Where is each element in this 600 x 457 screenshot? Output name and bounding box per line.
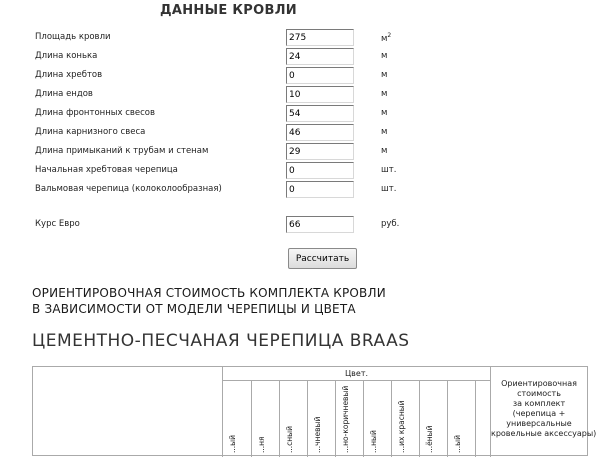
result-subtitle-line2: В ЗАВИСИМОСТИ ОТ МОДЕЛИ ЧЕРЕПИЦЫ И ЦВЕТА (32, 302, 356, 316)
roof-field-input[interactable] (286, 48, 354, 65)
roof-field-input[interactable] (286, 181, 354, 198)
roof-field-label: Длина ендов (35, 89, 93, 99)
euro-rate-label: Курс Евро (35, 219, 80, 229)
roof-field-row (0, 143, 600, 162)
result-subtitle-line1: ОРИЕНТИРОВОЧНАЯ СТОИМОСТЬ КОМПЛЕКТА КРОВЛИ (32, 286, 386, 300)
roof-field-unit (381, 89, 387, 99)
roof-field-unit (381, 127, 387, 137)
roof-field-unit-text: шт. (381, 184, 397, 194)
roof-field-row (0, 48, 600, 67)
price-header-line: кровельные аксессуары) (491, 429, 597, 438)
roof-field-unit (381, 51, 387, 61)
euro-rate-input[interactable] (286, 216, 354, 233)
color-column (252, 381, 280, 457)
euro-rate-unit: руб. (381, 219, 400, 229)
color-column-label: ...ня (256, 436, 266, 453)
color-column-label: ...их красный (396, 400, 406, 453)
roof-field-row (0, 124, 600, 143)
roof-field-input[interactable] (286, 162, 354, 179)
roof-field-unit-text: м (381, 51, 388, 61)
color-column-label: ...чневый (312, 416, 322, 453)
color-header: Цвет. (223, 367, 490, 381)
roof-field-row (0, 29, 600, 48)
euro-rate-row (0, 216, 600, 235)
roof-field-label: Длина фронтонных свесов (35, 108, 155, 118)
price-header-line: стоимость (517, 389, 561, 398)
roof-field-input[interactable] (286, 105, 354, 122)
roof-field-unit (381, 70, 387, 80)
color-column-label: ...ёный (424, 425, 434, 453)
price-header-line: Ориентировочная (501, 379, 577, 388)
result-subtitle (32, 285, 386, 317)
roof-field-unit-text: шт. (381, 165, 397, 175)
roof-field-row (0, 67, 600, 86)
roof-field-label: Вальмовая черепица (колоколообразная) (35, 184, 222, 194)
roof-field-input[interactable] (286, 124, 354, 141)
roof-field-label: Площадь кровли (35, 32, 111, 42)
roof-field-row (0, 105, 600, 124)
color-column (336, 381, 364, 457)
roof-field-input[interactable] (286, 29, 354, 46)
roof-field-unit-text: м (381, 127, 388, 137)
price-header (490, 367, 597, 457)
color-column-label: ...ый (228, 435, 237, 453)
roof-field-unit-text: м (381, 33, 388, 44)
price-header-line: универсальные (506, 419, 572, 428)
calculate-button[interactable]: Рассчитать (288, 248, 357, 269)
section-title: ЦЕМЕНТНО-ПЕСЧАНАЯ ЧЕРЕПИЦА BRAAS (32, 331, 410, 351)
roof-field-input[interactable] (286, 67, 354, 84)
price-header-line: за комплект (512, 399, 566, 408)
roof-field-input[interactable] (286, 86, 354, 103)
color-column (364, 381, 392, 457)
color-column (280, 381, 308, 457)
roof-field-unit-text: м (381, 108, 388, 118)
roof-field-unit (381, 32, 391, 44)
roof-field-label: Длина карнизного свеса (35, 127, 146, 137)
color-column (308, 381, 336, 457)
model-header-cell (33, 367, 223, 457)
roof-field-unit (381, 146, 387, 156)
roof-data-title: ДАННЫЕ КРОВЛИ (160, 3, 297, 18)
roof-field-label: Длина примыканий к трубам и стенам (35, 146, 209, 156)
roof-field-unit (381, 184, 396, 194)
roof-field-input[interactable] (286, 143, 354, 160)
roof-field-label: Длина хребтов (35, 70, 103, 80)
color-column-label: ...но-коричневый (340, 385, 350, 453)
roof-field-label: Длина конька (35, 51, 98, 61)
roof-field-unit (381, 108, 387, 118)
roof-field-unit-sup: 2 (387, 32, 392, 39)
color-column-label: ...ный (368, 430, 378, 453)
roof-field-label: Начальная хребтовая черепица (35, 165, 178, 175)
color-column-label: ...ый (452, 435, 462, 453)
roof-field-unit-text: м (381, 146, 388, 156)
color-column (392, 381, 420, 457)
color-column (223, 381, 252, 457)
roof-field-unit (381, 165, 396, 175)
color-column-label: ...сный (284, 426, 294, 453)
roof-field-unit-text: м (381, 70, 388, 80)
roof-field-unit-text: м (381, 89, 388, 99)
color-column (420, 381, 448, 457)
price-table (32, 366, 597, 456)
color-column (448, 381, 476, 457)
roof-field-row (0, 86, 600, 105)
roof-field-row (0, 162, 600, 181)
price-header-line: (черепица + (512, 409, 566, 418)
roof-field-row (0, 181, 600, 200)
